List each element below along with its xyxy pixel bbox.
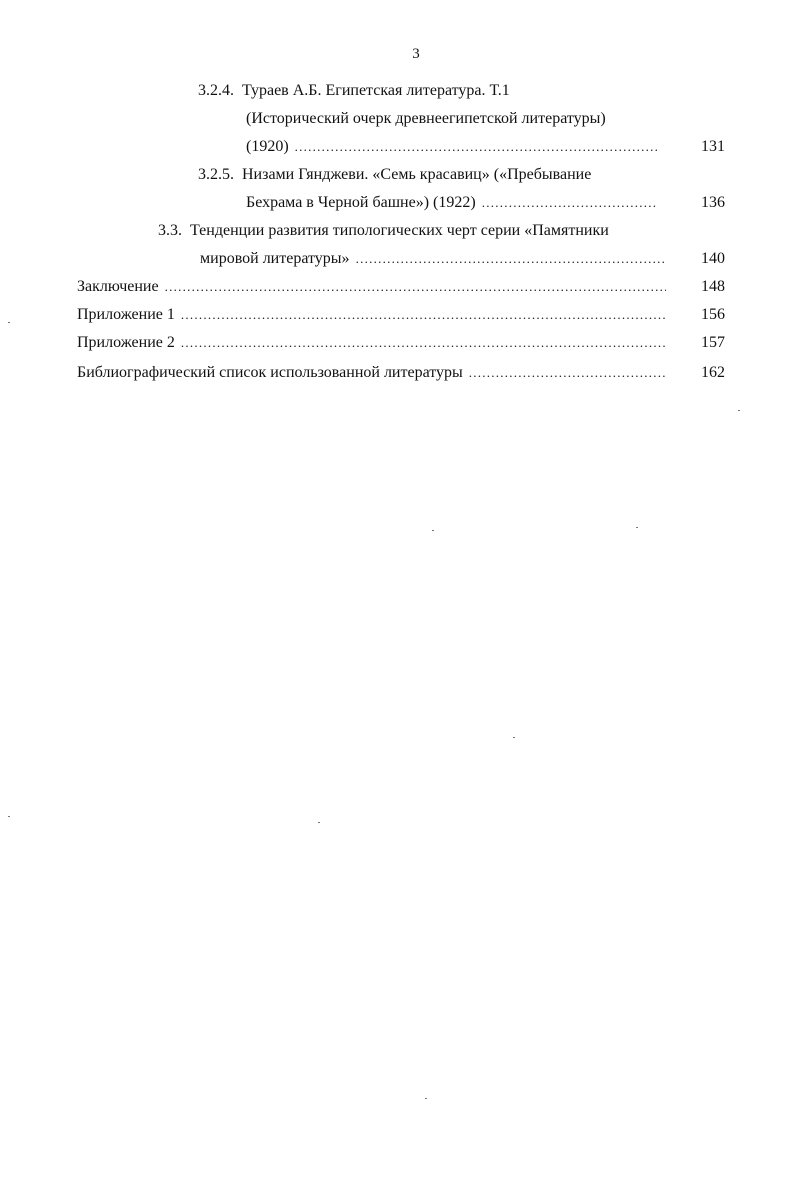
toc-leader-dots: [165, 276, 666, 298]
toc-entry-title-line: (Исторический очерк древнеегипетской литературы): [246, 110, 606, 127]
toc-page-ref: 162: [701, 364, 725, 381]
toc-entry-number: 3.3.: [158, 222, 182, 239]
toc-entry-number: 3.2.5.: [198, 166, 234, 183]
toc-page-ref: 148: [701, 278, 725, 295]
toc-entry-title-line: Приложение 2: [77, 334, 175, 351]
toc-entry-title-line: Библиографический список использованной литературы: [77, 364, 463, 381]
scan-speck: [425, 1098, 427, 1099]
scan-speck: [636, 527, 638, 528]
scan-speck: [738, 410, 740, 411]
toc-entry-title-line: (1920): [246, 138, 289, 155]
toc-entry-title-line: Тураев А.Б. Египетская литература. Т.1: [242, 82, 510, 99]
toc-entry-title-line: Тенденции развития типологических черт серии «Памятники: [190, 222, 609, 239]
toc-page-ref: 156: [701, 306, 725, 323]
toc-leader-dots: [482, 192, 658, 214]
toc-entry-title-line: мировой литературы»: [200, 250, 350, 267]
toc-leader-dots: [356, 248, 666, 270]
toc-entry-title-line: Приложение 1: [77, 306, 175, 323]
toc-leader-dots: [181, 304, 666, 326]
scan-speck: [432, 530, 434, 531]
scan-speck: [318, 822, 320, 823]
page-number: 3: [412, 46, 420, 62]
toc-leader-dots: [295, 136, 658, 158]
toc-page-ref: 140: [701, 250, 725, 267]
toc-leader-dots: [181, 332, 666, 354]
scan-speck: [8, 322, 10, 323]
toc-leader-dots: [469, 362, 666, 384]
toc-page-ref: 157: [701, 334, 725, 351]
toc-entry-title-line: Низами Гянджеви. «Семь красавиц» («Пребывание: [242, 166, 592, 183]
toc-entry-title-line: Заключение: [77, 278, 159, 295]
toc-entry-title-line: Бехрама в Черной башне») (1922): [246, 194, 476, 211]
scan-speck: [513, 737, 515, 738]
scan-speck: [8, 816, 10, 817]
toc-page-ref: 136: [701, 194, 725, 211]
toc-entry-number: 3.2.4.: [198, 82, 234, 99]
toc-page-ref: 131: [701, 138, 725, 155]
